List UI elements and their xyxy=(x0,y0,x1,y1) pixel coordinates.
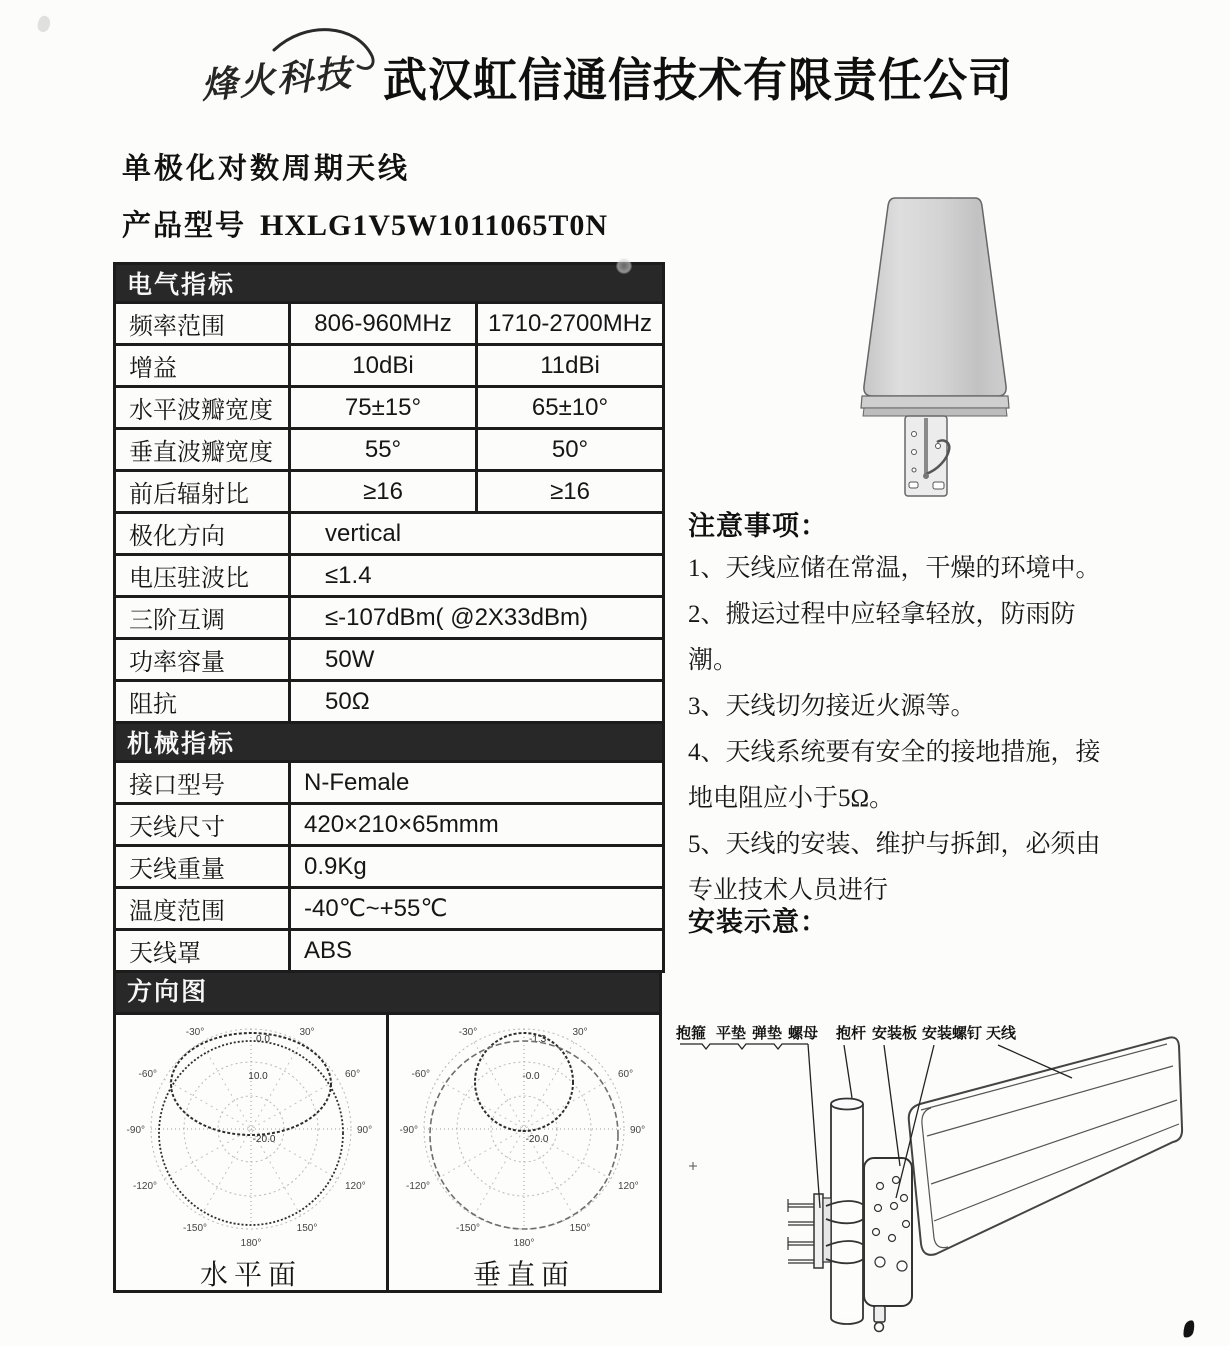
spec-label: 增益 xyxy=(115,345,290,387)
angle-label: -90° xyxy=(126,1125,145,1136)
angle-label: -120° xyxy=(132,1181,157,1192)
company-name: 武汉虹信通信技术有限责任公司 xyxy=(383,55,1013,107)
angle-label: 60° xyxy=(618,1069,634,1080)
spec-value: N-Female xyxy=(290,762,664,804)
company-logo xyxy=(196,16,386,126)
notes-title: 注意事项： xyxy=(688,511,828,541)
note-item: 4、天线系统要有安全的接地措施，接地电阻应小于5Ω。 xyxy=(688,739,1101,812)
product-model-value: HXLG1V5W1011065T0N xyxy=(260,209,609,242)
angle-label: 90° xyxy=(357,1125,373,1136)
angle-label: 120° xyxy=(345,1181,366,1192)
spec-value: ≤1.4 xyxy=(290,555,664,597)
spec-value: 50° xyxy=(477,429,664,471)
spec-label: 频率范围 xyxy=(115,303,290,345)
spec-label: 接口型号 xyxy=(115,762,290,804)
spec-label: 温度范围 xyxy=(115,888,290,930)
product-model-label: 产品型号 xyxy=(122,210,247,242)
installation-diagram xyxy=(668,1016,1228,1346)
angle-label: -120° xyxy=(405,1181,430,1192)
angle-label: -150° xyxy=(455,1223,481,1234)
table-row xyxy=(115,804,664,846)
spec-value: ≥16 xyxy=(290,471,477,513)
part-label-mounting-plate: 安装板 xyxy=(872,1025,918,1042)
spec-value: ABS xyxy=(290,930,664,972)
spec-label: 天线尺寸 xyxy=(115,804,290,846)
plus-mark-icon xyxy=(689,1162,697,1170)
main-lobe-curve xyxy=(171,1033,331,1135)
table-row xyxy=(115,513,664,555)
clamp-plate-inner xyxy=(823,1198,831,1262)
spec-value: 11dBi xyxy=(477,345,664,387)
spec-value: 1710-2700MHz xyxy=(477,303,664,345)
spec-table-wrap xyxy=(113,262,662,1293)
spec-label: 功率容量 xyxy=(115,639,290,681)
note-item: 2、搬运过程中应轻拿轻放，防雨防潮。 xyxy=(688,601,1076,674)
part-label-clamp: 抱箍 xyxy=(676,1025,707,1042)
pole-body xyxy=(831,1104,863,1318)
angle-label: 180° xyxy=(240,1238,262,1249)
spec-value: 65±10° xyxy=(477,387,664,429)
scan-artifact xyxy=(36,14,53,33)
note-item: 1、天线应储在常温，干燥的环境中。 xyxy=(688,555,1101,582)
angle-label: -30° xyxy=(458,1027,478,1038)
table-row xyxy=(115,681,664,723)
table-row xyxy=(115,345,664,387)
spec-label: 天线重量 xyxy=(115,846,290,888)
table-row xyxy=(115,597,664,639)
electrical-section-header xyxy=(115,264,664,303)
spec-value: 75±15° xyxy=(290,387,477,429)
spec-value: 806-960MHz xyxy=(290,303,477,345)
angle-label: 30° xyxy=(572,1027,588,1038)
clamp-plate xyxy=(814,1194,823,1268)
antenna-endcap-rim xyxy=(863,408,1007,416)
spec-value: 420×210×65mmm xyxy=(290,804,664,846)
spec-label: 极化方向 xyxy=(115,513,290,555)
antenna-endcap xyxy=(861,396,1009,408)
clamp-rods-icon xyxy=(788,1199,816,1263)
spec-value: -40℃~+55℃ xyxy=(290,888,664,930)
part-label-mounting-screw: 安装螺钉 xyxy=(922,1025,983,1042)
product-model-line xyxy=(122,203,608,244)
table-row xyxy=(115,303,664,345)
scan-artifact xyxy=(616,258,632,274)
radial-label: -20.0 xyxy=(252,1134,276,1145)
angle-label: 150° xyxy=(296,1223,318,1234)
n-connector-icon xyxy=(874,1306,885,1322)
logo-text: 烽火科技 xyxy=(199,52,355,107)
antenna-photo xyxy=(845,186,1025,506)
angle-label: -30° xyxy=(185,1027,205,1038)
pattern-caption-vertical: 垂直面 xyxy=(472,1259,575,1290)
note-item: 3、天线切勿接近火源等。 xyxy=(688,693,976,720)
section-title: 机械指标 xyxy=(115,723,664,762)
polar-plot-vertical xyxy=(398,1019,650,1259)
table-row xyxy=(115,930,664,972)
spec-label: 水平波瓣宽度 xyxy=(115,387,290,429)
pattern-section-header: 方向图 xyxy=(113,973,662,1015)
spec-table xyxy=(113,262,665,973)
angle-label: 120° xyxy=(618,1181,639,1192)
spec-value: vertical xyxy=(290,513,664,555)
part-label-pole: 抱杆 xyxy=(836,1025,867,1042)
spec-label: 天线罩 xyxy=(115,930,290,972)
cable-connector xyxy=(923,473,929,479)
table-row xyxy=(115,639,664,681)
spec-label: 垂直波瓣宽度 xyxy=(115,429,290,471)
angle-label: 60° xyxy=(345,1069,361,1080)
note-item: 5、天线的安装、维护与拆卸，必须由专业技术人员进行 xyxy=(688,831,1101,904)
radial-label: -1.3 xyxy=(529,1034,547,1045)
spec-label: 前后辐射比 xyxy=(115,471,290,513)
table-row xyxy=(115,387,664,429)
table-row xyxy=(115,846,664,888)
radial-label: 0.0 xyxy=(256,1034,270,1045)
antenna-body-drawing xyxy=(909,1037,1182,1255)
part-label-flat-washer: 平垫 xyxy=(716,1025,747,1042)
part-label-spring-washer: 弹垫 xyxy=(752,1025,783,1042)
radial-label: -20.0 xyxy=(525,1134,549,1145)
spec-value: ≤-107dBm( @2X33dBm) xyxy=(290,597,664,639)
spec-value: 10dBi xyxy=(290,345,477,387)
pattern-caption-horizontal: 水平面 xyxy=(199,1259,302,1290)
angle-label: 180° xyxy=(513,1238,535,1249)
table-row xyxy=(115,471,664,513)
angle-label: -60° xyxy=(411,1069,430,1080)
angle-label: 30° xyxy=(299,1027,315,1038)
radial-label: 10.0 xyxy=(248,1071,268,1082)
polar-plot-horizontal xyxy=(125,1019,377,1259)
antenna-radome xyxy=(864,198,1006,396)
table-row xyxy=(115,888,664,930)
angle-label: 150° xyxy=(569,1223,591,1234)
spec-value: 50Ω xyxy=(290,681,664,723)
spec-value: 50W xyxy=(290,639,664,681)
section-title: 电气指标 xyxy=(115,264,664,303)
part-label-antenna: 天线 xyxy=(986,1025,1017,1042)
product-title: 单极化对数周期天线 xyxy=(122,153,411,185)
spec-label: 阻抗 xyxy=(115,681,290,723)
spec-value: ≥16 xyxy=(477,471,664,513)
angle-label: -90° xyxy=(399,1125,418,1136)
mounting-plate xyxy=(864,1158,912,1306)
n-connector-tip xyxy=(875,1323,884,1332)
install-title: 安装示意： xyxy=(688,907,828,937)
part-label-nut: 螺母 xyxy=(788,1025,819,1042)
spec-value: 0.9Kg xyxy=(290,846,664,888)
spec-value: 55° xyxy=(290,429,477,471)
table-row xyxy=(115,762,664,804)
pattern-section-body xyxy=(113,1015,662,1293)
table-row xyxy=(115,429,664,471)
radial-label: -0.0 xyxy=(522,1071,540,1082)
table-row xyxy=(115,555,664,597)
pattern-cell-vertical xyxy=(389,1015,659,1290)
notes-list xyxy=(688,546,1104,914)
mechanical-section-header xyxy=(115,723,664,762)
angle-label: 90° xyxy=(630,1125,646,1136)
pattern-cell-horizontal xyxy=(116,1015,389,1290)
spec-label: 电压驻波比 xyxy=(115,555,290,597)
spec-label: 三阶互调 xyxy=(115,597,290,639)
angle-label: -60° xyxy=(138,1069,157,1080)
angle-label: -150° xyxy=(182,1223,208,1234)
